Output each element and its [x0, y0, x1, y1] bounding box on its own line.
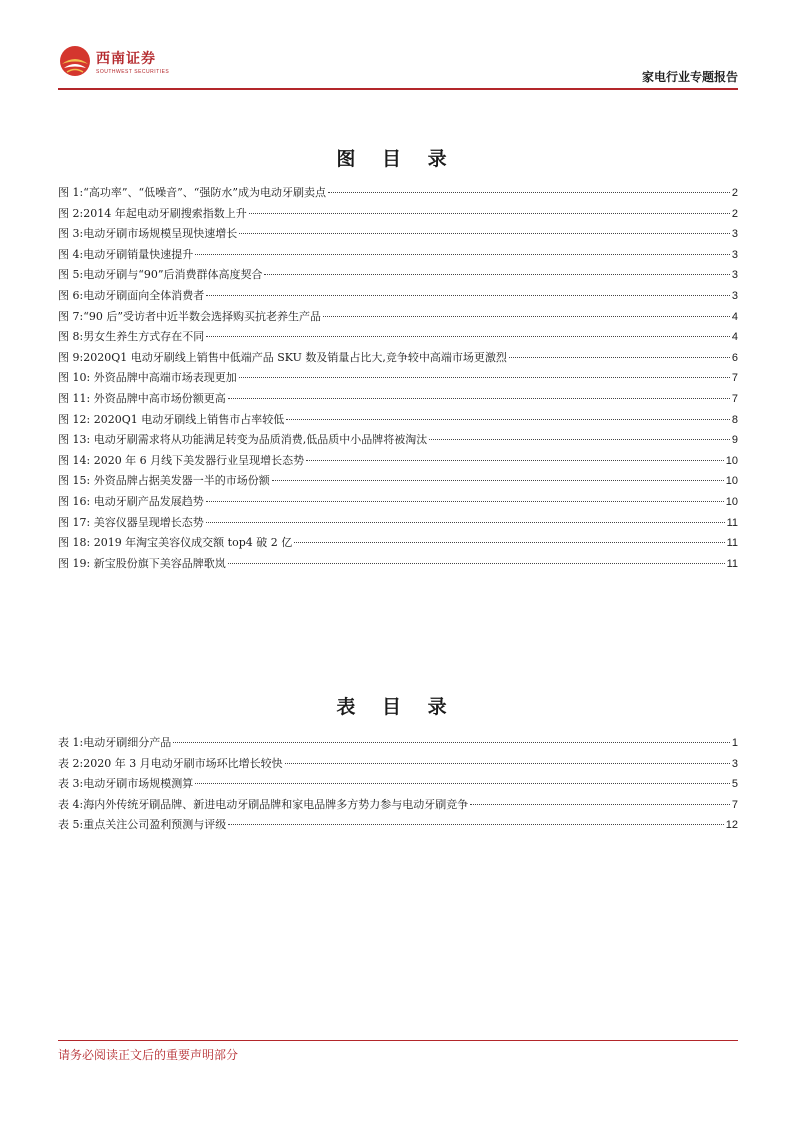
tables-index-title: 表 目 录	[336, 696, 457, 718]
toc-dot-leader	[328, 192, 730, 193]
toc-entry-label: 图 8:男女生养生方式存在不同	[58, 330, 205, 344]
toc-entry-label: 图 14: 2020 年 6 月线下美发器行业呈现增长态势	[58, 453, 305, 467]
toc-dot-leader	[195, 254, 730, 255]
toc-dot-leader	[294, 542, 724, 543]
toc-dot-leader	[195, 783, 730, 784]
toc-entry[interactable]	[58, 411, 738, 432]
toc-entry-page: 6	[731, 351, 738, 364]
toc-entry[interactable]	[58, 493, 738, 514]
toc-entry[interactable]	[58, 328, 738, 349]
toc-entry-page: 10	[725, 454, 738, 467]
toc-entry[interactable]	[58, 308, 738, 329]
toc-entry[interactable]	[58, 534, 738, 555]
company-logo	[58, 44, 169, 78]
toc-entry[interactable]	[58, 734, 738, 755]
toc-entry-label: 图 2:2014 年起电动牙刷搜索指数上升	[58, 206, 247, 220]
sun-logo-icon	[58, 44, 92, 78]
toc-dot-leader	[206, 522, 725, 523]
toc-dot-leader	[429, 439, 730, 440]
toc-entry-page: 9	[731, 434, 738, 447]
toc-dot-leader	[509, 357, 730, 358]
toc-entry[interactable]	[58, 796, 738, 817]
toc-dot-leader	[249, 213, 730, 214]
toc-entry-label: 图 12: 2020Q1 电动牙刷线上销售市占率较低	[58, 412, 285, 426]
toc-entry[interactable]	[58, 369, 738, 390]
toc-entry-label: 图 9:2020Q1 电动牙刷线上销售中低端产品 SKU 数及销量占比大,竞争较中高端市场更激烈	[58, 350, 507, 364]
toc-entry-label: 表 1:电动牙刷细分产品	[58, 736, 172, 749]
toc-dot-leader	[286, 419, 730, 420]
toc-entry[interactable]	[58, 472, 738, 493]
toc-entry[interactable]	[58, 755, 738, 776]
toc-dot-leader	[285, 763, 730, 764]
toc-entry-page: 8	[731, 413, 738, 426]
tables-index-list	[58, 734, 738, 837]
toc-entry[interactable]	[58, 514, 738, 535]
figures-index-list	[58, 184, 738, 575]
toc-entry-page: 4	[731, 310, 738, 323]
toc-entry-label: 图 10: 外资品牌中高端市场表现更加	[58, 371, 237, 385]
toc-dot-leader	[206, 295, 730, 296]
footer-disclaimer: 请务必阅读正文后的重要声明部分	[58, 1048, 239, 1062]
toc-entry[interactable]	[58, 287, 738, 308]
toc-entry[interactable]	[58, 349, 738, 370]
toc-dot-leader	[323, 316, 730, 317]
footer-divider	[58, 1040, 738, 1041]
toc-entry-label: 表 4:海内外传统牙刷品牌、新进电动牙刷品牌和家电品牌多方势力参与电动牙刷竞争	[58, 797, 469, 811]
toc-entry-page: 2	[731, 187, 738, 199]
toc-entry-page: 7	[731, 392, 738, 405]
toc-entry-label: 图 17: 美容仪器呈现增长态势	[58, 515, 204, 529]
toc-entry-page: 3	[731, 757, 738, 770]
toc-entry[interactable]	[58, 205, 738, 226]
header-divider	[58, 88, 738, 90]
toc-entry-label: 图 16: 电动牙刷产品发展趋势	[58, 494, 204, 508]
toc-entry-page: 11	[726, 516, 738, 529]
toc-dot-leader	[272, 480, 724, 481]
toc-entry-page: 3	[731, 228, 738, 241]
toc-entry-label: 表 3:电动牙刷市场规模测算	[58, 777, 194, 791]
toc-dot-leader	[239, 233, 730, 234]
toc-entry-label: 表 5:重点关注公司盈利预测与评级	[58, 818, 227, 832]
toc-entry-label: 图 11: 外资品牌中高市场份额更高	[58, 391, 226, 405]
toc-dot-leader	[206, 501, 724, 502]
toc-entry-label: 图 7:“90 后”受访者中近半数会选择购买抗老养生产品	[58, 309, 321, 323]
toc-entry-page: 4	[731, 331, 738, 344]
toc-entry-label: 图 3:电动牙刷市场规模呈现快速增长	[58, 227, 238, 241]
toc-entry-page: 10	[725, 495, 738, 508]
toc-entry-label: 图 6:电动牙刷面向全体消费者	[58, 288, 205, 302]
toc-entry-label: 图 18: 2019 年淘宝美容仪成交额 top4 破 2 亿	[58, 536, 293, 550]
toc-dot-leader	[228, 824, 724, 825]
toc-entry-label: 图 4:电动牙刷销量快速提升	[58, 247, 194, 261]
toc-entry-label: 图 15: 外资品牌占据美发器一半的市场份额	[58, 474, 270, 488]
toc-entry-page: 11	[726, 557, 738, 570]
toc-dot-leader	[239, 377, 730, 378]
toc-entry-page: 10	[725, 475, 738, 488]
toc-entry[interactable]	[58, 452, 738, 473]
toc-entry-label: 图 19: 新宝股份旗下美容品牌歌岚	[58, 556, 226, 570]
toc-dot-leader	[306, 460, 724, 461]
report-type: 家电行业专题报告	[641, 70, 738, 84]
figures-index-title: 图 目 录	[336, 148, 457, 170]
logo-chinese-name: 西南证券	[96, 50, 156, 67]
logo-english-name: SOUTHWEST SECURITIES	[96, 68, 170, 75]
toc-entry[interactable]	[58, 816, 738, 837]
toc-entry[interactable]	[58, 390, 738, 411]
toc-entry-page: 3	[731, 269, 738, 282]
toc-entry-page: 7	[731, 372, 738, 385]
toc-dot-leader	[228, 563, 725, 564]
toc-entry[interactable]	[58, 225, 738, 246]
toc-entry-page: 2	[731, 207, 738, 220]
toc-entry[interactable]	[58, 184, 738, 205]
toc-entry-page: 1	[731, 737, 738, 749]
toc-dot-leader	[228, 398, 730, 399]
toc-entry[interactable]	[58, 555, 738, 576]
toc-entry-label: 表 2:2020 年 3 月电动牙刷市场环比增长较快	[58, 756, 283, 770]
toc-dot-leader	[264, 274, 729, 275]
toc-entry-label: 图 5:电动牙刷与“90”后消费群体高度契合	[58, 268, 263, 282]
toc-entry[interactable]	[58, 246, 738, 267]
page-header	[58, 44, 738, 90]
toc-dot-leader	[470, 804, 730, 805]
toc-entry-label: 图 1:“高功率”、“低噪音”、“强防水”成为电动牙刷卖点	[58, 186, 326, 199]
toc-dot-leader	[206, 336, 730, 337]
toc-dot-leader	[173, 742, 730, 743]
toc-entry-page: 12	[725, 819, 738, 832]
toc-entry-page: 7	[731, 798, 738, 811]
toc-entry[interactable]	[58, 431, 738, 452]
toc-entry-label: 图 13: 电动牙刷需求将从功能满足转变为品质消费,低品质中小品牌将被淘汰	[58, 433, 428, 447]
toc-entry[interactable]	[58, 266, 738, 287]
toc-entry[interactable]	[58, 775, 738, 796]
toc-entry-page: 11	[726, 537, 738, 550]
toc-entry-page: 5	[731, 778, 738, 791]
toc-entry-page: 3	[731, 289, 738, 302]
toc-entry-page: 3	[731, 248, 738, 261]
